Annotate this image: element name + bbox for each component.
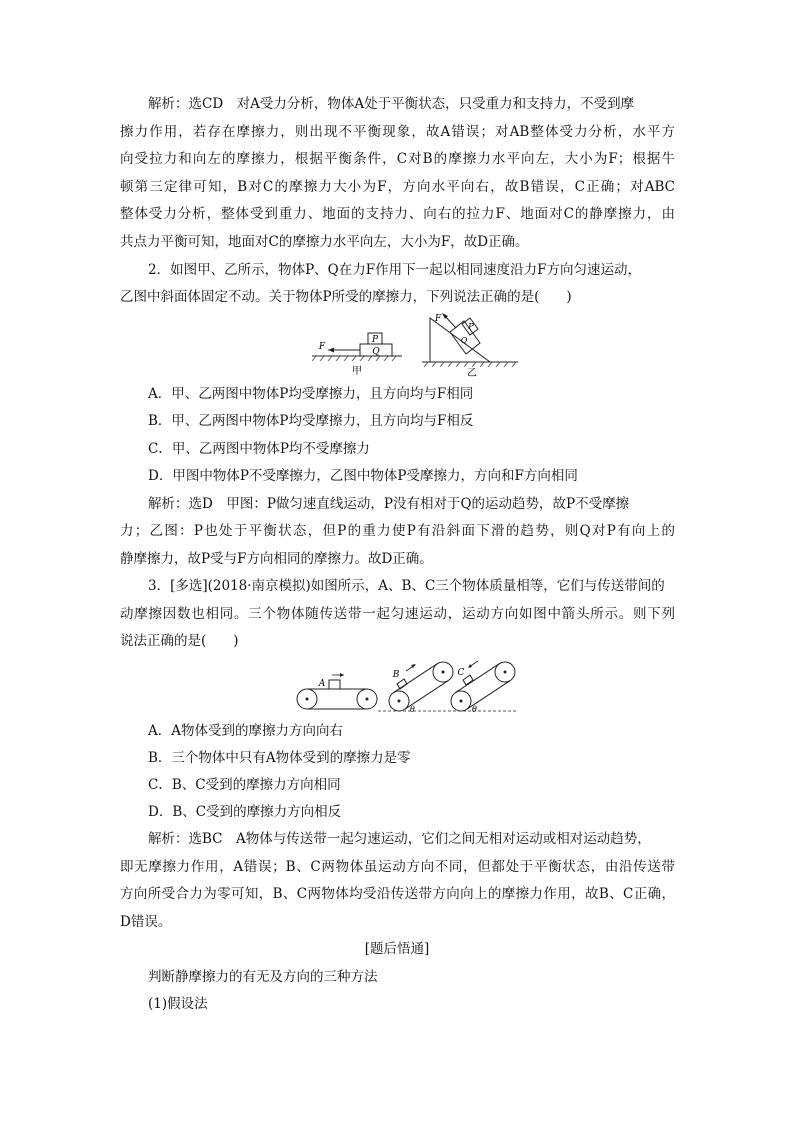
question2-option-c: C．甲、乙两图中物体P均不受摩擦力	[148, 441, 370, 457]
label-f-yi: F	[434, 314, 442, 324]
question3-option-d: D．B、C受到的摩擦力方向相反	[148, 804, 342, 820]
label-q-yi: Q	[460, 336, 468, 345]
label-p-jia: P	[371, 335, 379, 345]
label-theta-c: θ	[472, 705, 477, 714]
section-heading: 判断静摩擦力的有无及方向的三种方法	[148, 969, 378, 985]
label-theta-b: θ	[410, 705, 415, 714]
question3-option-a: A．A物体受到的摩擦力方向向右	[148, 723, 343, 739]
label-b: B	[392, 670, 400, 680]
question3-option-b: B．三个物体中只有A物体受到的摩擦力是零	[148, 750, 411, 766]
block-b	[397, 679, 407, 689]
label-yi: 乙	[467, 368, 477, 379]
question2-figure	[310, 312, 520, 380]
question2-option-d: D．甲图中物体P不受摩擦力，乙图中物体P受摩擦力，方向和F方向相同	[148, 468, 578, 484]
block-a	[329, 680, 340, 689]
force-arrowhead-jia	[328, 348, 334, 353]
section-title: [题后悟通]	[364, 941, 430, 957]
question2-answer-line: 静摩擦力，故P受与F方向相同的摩擦力。故D正确。	[120, 551, 433, 567]
answer1-line: 共点力平衡可知，地面对C的摩擦力水平向左，大小为F，故D正确。	[120, 234, 529, 250]
question2-answer-line: 力；乙图：P也处于平衡状态，但P的重力使P有沿斜面下滑的趋势，则Q对P有向上的	[120, 523, 675, 539]
question2-option-b: B．甲、乙两图中物体P均受摩擦力，且方向均与F相反	[148, 413, 474, 429]
block-c	[463, 675, 473, 685]
answer1-line: 整体受力分析，整体受到重力、地面的支持力、向右的拉力F、地面对C的静摩擦力，由	[120, 206, 675, 222]
answer1-line: 解析：选CD 对A受力分析，物体A处于平衡状态，只受重力和支持力，不受到摩	[148, 96, 635, 112]
label-f-jia: F	[318, 342, 326, 352]
question2-option-a: A．甲、乙两图中物体P均受摩擦力，且方向均与F相同	[148, 386, 474, 402]
label-p-yi: P	[468, 322, 474, 331]
label-a: A	[318, 679, 326, 689]
question3-stem-line: 说法正确的是( )	[120, 633, 239, 649]
question3-answer-line: 解析：选BC A物体与传送带一起匀速运动，它们之间无相对运动或相对运动趋势，	[148, 831, 651, 847]
question2-stem-line: 2．如图甲、乙所示，物体P、Q在力F作用下一起以相同速度沿力F方向匀速运动，	[148, 262, 641, 278]
label-c: C	[457, 668, 465, 678]
method-item-1: (1)假设法	[148, 996, 208, 1012]
question3-stem-line: 动摩擦因数也相同。三个物体随传送带一起匀速运动，运动方向如图中箭头所示。则下列	[120, 606, 675, 622]
answer1-line: 顿第三定律可知，B对C的摩擦力大小为F，方向水平向右，故B错误，C正确；对ABC	[120, 179, 675, 195]
question3-answer-line: 即无摩擦力作用，A错误；B、C两物体虽运动方向不同，但都处于平衡状态，由沿传送带	[120, 859, 675, 875]
question3-answer-line: D错误。	[120, 914, 172, 930]
answer1-line: 擦力作用，若存在摩擦力，则出现不平衡现象，故A错误；对AB整体受力分析，水平方	[120, 124, 675, 140]
label-jia: 甲	[352, 366, 362, 377]
question3-option-c: C．B、C受到的摩擦力方向相同	[148, 777, 341, 793]
question3-stem-line: 3．[多选](2018·南京模拟)如图所示，A、B、C三个物体质量相等，它们与传送带间的	[148, 578, 665, 594]
ground-hatch-jia	[312, 356, 396, 361]
label-q-jia: Q	[372, 347, 380, 357]
answer1-line: 向受拉力和向左的摩擦力，根据平衡条件，C对B的摩擦力水平向左，大小为F；根据牛	[120, 151, 675, 167]
ground-hatch-yi	[424, 362, 516, 367]
question2-stem-line: 乙图中斜面体固定不动。关于物体P所受的摩擦力，下列说法正确的是( )	[120, 289, 572, 305]
question3-answer-line: 方向所受合力为零可知，B、C两物体均受沿传送带方向向上的摩擦力作用，故B、C正确，	[120, 886, 675, 902]
question3-figure	[296, 656, 518, 718]
question2-answer-line: 解析：选D 甲图：P做匀速直线运动，P没有相对于Q的运动趋势，故P不受摩擦	[148, 496, 630, 512]
